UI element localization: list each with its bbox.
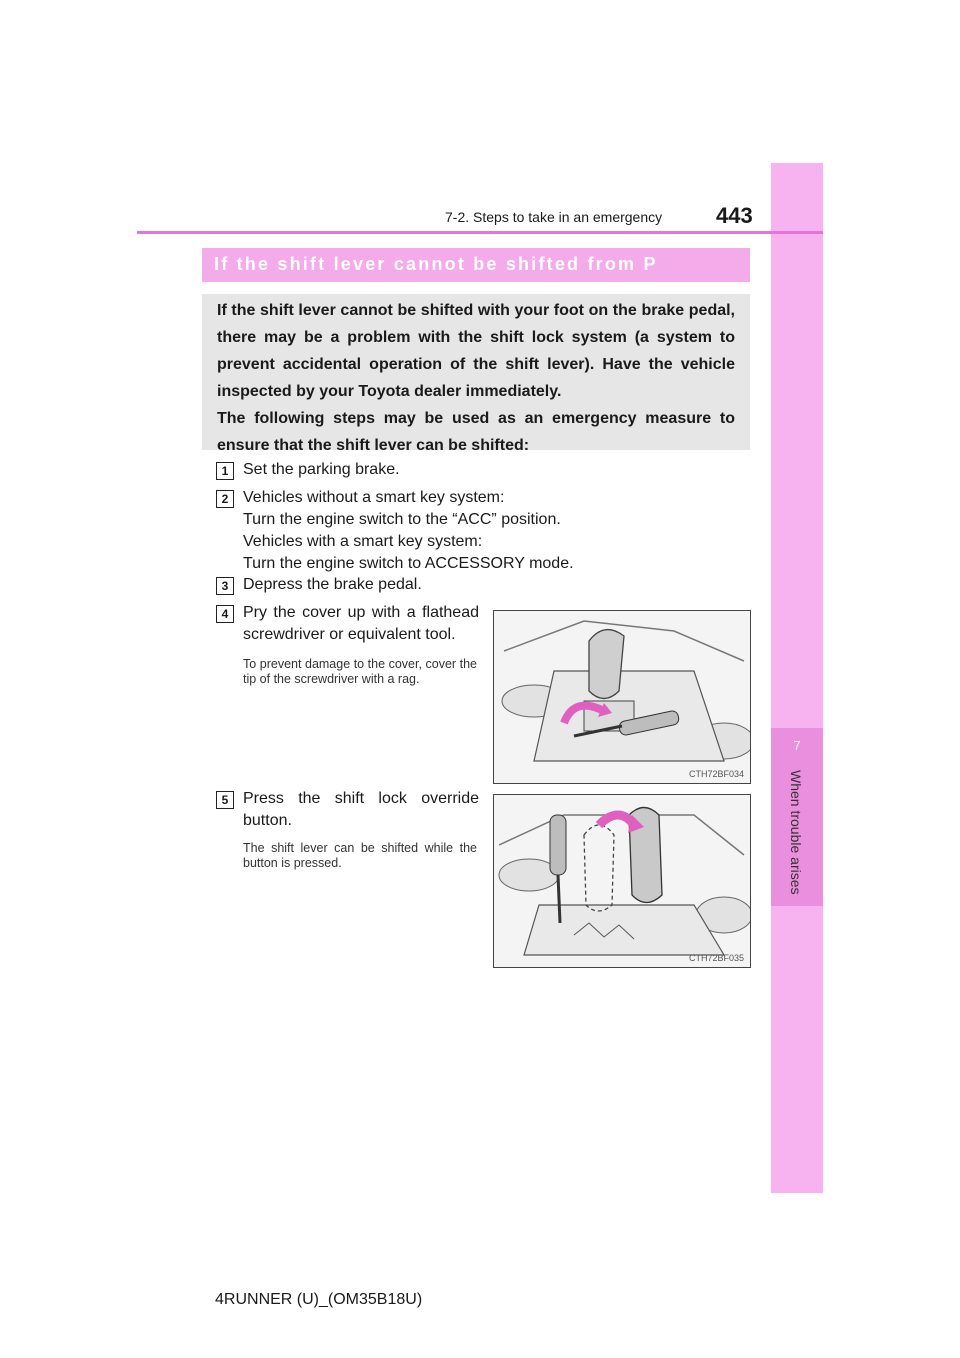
intro-paragraph-1: If the shift lever cannot be shifted with your foot on the brake pedal, there may be a problem with the shift lock system (a system to prevent accidental operation of the shift lever). Have the vehicle inspected by your Toyota dealer immediately.	[217, 302, 735, 400]
step-2-line-2: Turn the engine switch to the “ACC” position.	[243, 511, 561, 528]
section-reference: 7-2. Steps to take in an emergency	[445, 209, 663, 225]
step-3-badge: 3	[216, 577, 234, 595]
step-5-note: The shift lever can be shifted while the button is pressed.	[243, 841, 477, 870]
page-number: 443	[716, 203, 753, 228]
chapter-number: 7	[793, 738, 801, 753]
step-1-line: Set the parking brake.	[243, 461, 400, 478]
section-title: If the shift lever cannot be shifted from P	[214, 254, 658, 274]
intro-box	[202, 294, 750, 454]
step-2-text	[243, 487, 574, 575]
step-2-line-4: Turn the engine switch to ACCESSORY mode.	[243, 555, 574, 572]
step-4-text: Pry the cover up with a flathead screwdriver or equivalent tool.	[243, 604, 479, 643]
step-5-badge: 5	[216, 791, 234, 809]
step-3-text	[243, 574, 422, 596]
step-5-text: Press the shift lock override button.	[243, 790, 479, 829]
chapter-side-tab	[771, 163, 823, 1193]
header-rule	[137, 231, 823, 234]
step-3-line: Depress the brake pedal.	[243, 576, 422, 593]
step-4-badge: 4	[216, 605, 234, 623]
figure-shift-lock-override	[493, 794, 751, 968]
step-1-text	[243, 459, 400, 481]
footer-model-code: 4RUNNER (U)_(OM35B18U)	[215, 1291, 423, 1308]
step-4-note: To prevent damage to the cover, cover the tip of the screwdriver with a rag.	[243, 657, 477, 686]
step-2-badge: 2	[216, 490, 234, 508]
figure-pry-cover	[493, 610, 751, 784]
chapter-title: When trouble arises	[788, 770, 804, 895]
figure-code: CTH72BF035	[688, 953, 744, 963]
step-1-badge: 1	[216, 462, 234, 480]
pry-cover-illustration	[494, 611, 750, 783]
step-2-line-3: Vehicles with a smart key system:	[243, 533, 483, 550]
step-2-line-1: Vehicles without a smart key system:	[243, 489, 505, 506]
intro-paragraph-2: The following steps may be used as an emergency measure to ensure that the shift lever can be shifted:	[217, 410, 735, 454]
figure-code: CTH72BF034	[688, 769, 744, 779]
shift-lock-override-illustration	[494, 795, 750, 967]
